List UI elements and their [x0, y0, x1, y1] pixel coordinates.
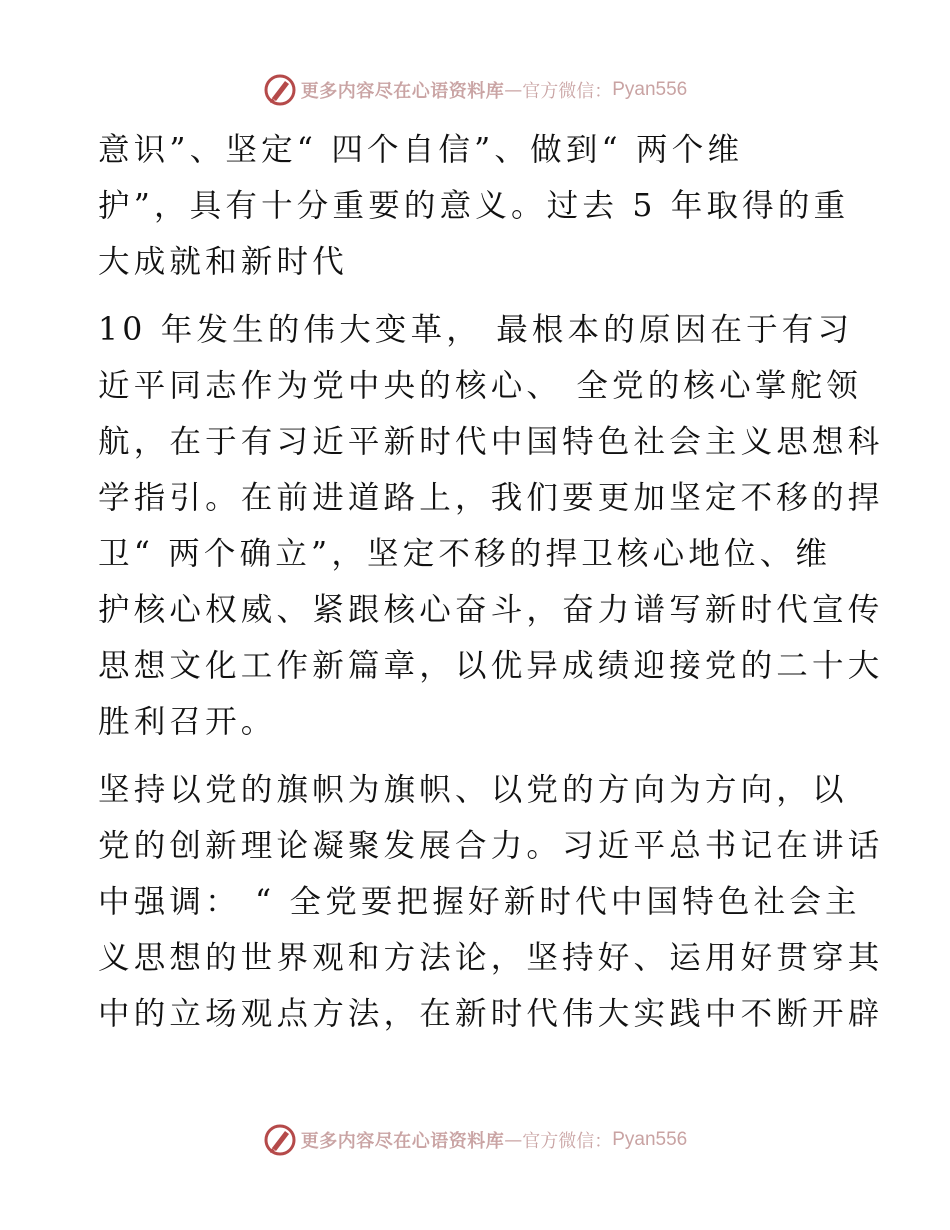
- text-line: 胜利召开。: [98, 704, 277, 740]
- text-line: 航，在于有习近平新时代中国特色社会主义思想科: [98, 424, 884, 460]
- text-line: 学指引。在前进道路上，我们要更加坚定不移的捍: [98, 480, 884, 516]
- banner-dash: —: [504, 79, 523, 101]
- paragraph-2: [98, 302, 884, 750]
- banner-dash: —: [504, 1129, 523, 1151]
- text-line: 党的创新理论凝聚发展合力。习近平总书记在讲话: [98, 828, 884, 864]
- banner-wechat-id: Pyan556: [612, 79, 688, 100]
- banner-wechat-id: Pyan556: [612, 1129, 688, 1150]
- banner-main-text: 更多内容尽在心语资料库: [300, 81, 505, 102]
- text-line: 意识”、坚定“ 四个自信”、做到“ 两个维: [98, 132, 744, 168]
- text-line: 义思想的世界观和方法论，坚持好、运用好贯穿其: [98, 940, 884, 976]
- banner-wechat-label: 官方微信：: [522, 81, 613, 102]
- text-line: 近平同志作为党中央的核心、 全党的核心掌舵领: [98, 368, 862, 404]
- text-line: 思想文化工作新篇章，以优异成绩迎接党的二十大: [98, 648, 884, 684]
- banner-wechat-label: 官方微信：: [522, 1131, 613, 1152]
- paragraph-1: [98, 122, 850, 290]
- text-line: 卫“ 两个确立”，坚定不移的捍卫核心地位、维: [98, 536, 832, 572]
- text-line: 护”，具有十分重要的意义。过去 5 年取得的重: [98, 188, 850, 224]
- paragraph-3: [98, 762, 884, 1042]
- text-line: 护核心权威、紧跟核心奋斗，奋力谱写新时代宣传: [98, 592, 884, 628]
- document-body: [98, 122, 884, 1054]
- text-line: 坚持以党的旗帜为旗帜、以党的方向为方向，以: [98, 772, 848, 808]
- footer-banner: [0, 1120, 950, 1160]
- quill-logo-icon: [263, 73, 297, 107]
- header-banner: [0, 70, 950, 110]
- banner-main-text: 更多内容尽在心语资料库: [300, 1131, 505, 1152]
- text-line: 10 年发生的伟大变革， 最根本的原因在于有习: [98, 312, 854, 348]
- text-line: 大成就和新时代: [98, 244, 348, 280]
- text-line: 中的立场观点方法，在新时代伟大实践中不断开辟: [98, 996, 884, 1032]
- text-line: 中强调： “ 全党要把握好新时代中国特色社会主: [98, 884, 861, 920]
- quill-logo-icon: [263, 1123, 297, 1157]
